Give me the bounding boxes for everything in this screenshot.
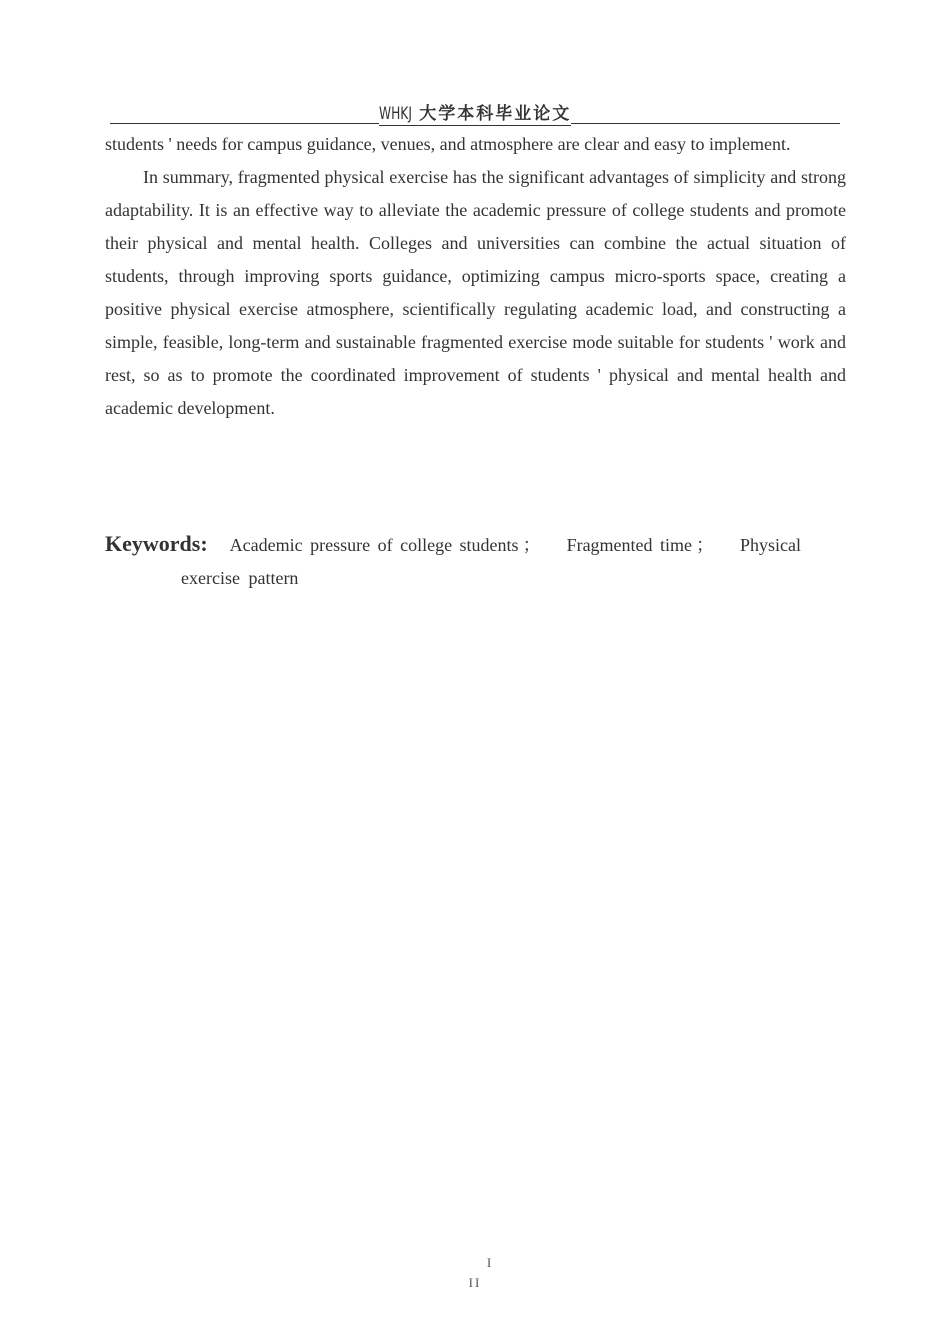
keywords-section: [105, 527, 846, 595]
keyword-separator: ；: [696, 535, 715, 555]
keyword-item: Physical: [740, 535, 802, 555]
keywords-label: Keywords:: [105, 531, 208, 556]
header-rule-right: [571, 123, 840, 124]
page-number-secondary: II: [468, 1275, 482, 1290]
header-rule-left: [110, 123, 379, 124]
header-title: [379, 103, 572, 126]
header-title-latin: WHKJ: [378, 104, 412, 124]
keyword-separator: ；: [522, 535, 541, 555]
body-text: [105, 128, 846, 425]
header-title-cjk: 大学本科毕业论文: [419, 104, 572, 124]
keyword-item: Academic pressure of college students: [229, 535, 519, 555]
paragraph-summary: In summary, fragmented physical exercise has the significant advantages of simplicity and strong adaptability. It is an effective way to alleviate the academic pressure of college students and promote their physical and mental health. Colleges and universities can combine the actual situation of students, through improving sports guidance, optimizing campus micro-sports space, creating a positive physical exercise atmosphere, scientifically regulating academic load, and constructing a simple, feasible, long-term and sustainable fragmented exercise mode suitable for students ' work and rest, so as to promote the coordinated improvement of students ' physical and mental health and academic development.: [105, 167, 846, 418]
keywords-continuation: exercise pattern: [181, 568, 299, 588]
paragraph-continuation: students ' needs for campus guidance, venues, and atmosphere are clear and easy to implement.: [105, 134, 791, 154]
running-header: [110, 102, 840, 126]
keyword-item: Fragmented time: [566, 535, 693, 555]
page-number-primary: I: [486, 1255, 494, 1270]
keywords-line: [105, 527, 846, 562]
